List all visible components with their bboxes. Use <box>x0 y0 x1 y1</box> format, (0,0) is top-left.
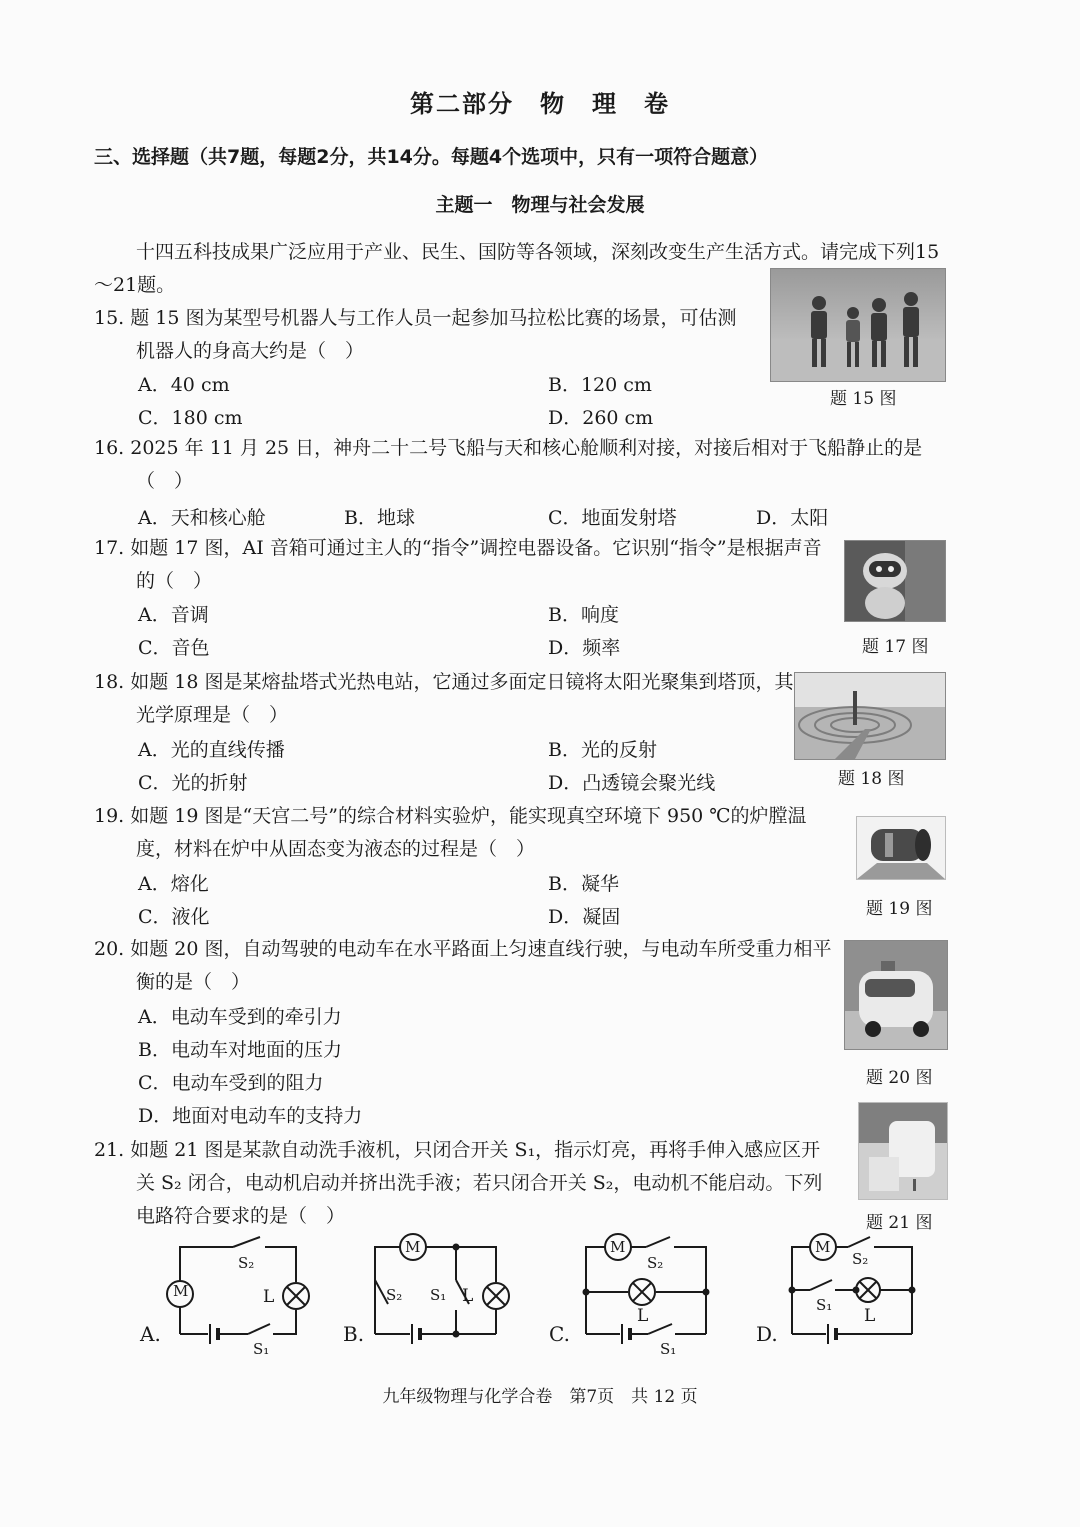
option-c: C．180 cm <box>138 407 243 429</box>
option-b: B．地球 <box>344 507 415 529</box>
question-stem: 15. 题 15 图为某型号机器人与工作人员一起参加马拉松比赛的场景，可估测机器人的身高大约是（ ） <box>94 307 737 362</box>
option-c: C．液化 <box>138 906 210 928</box>
option-d: D．太阳 <box>756 507 829 529</box>
question-21 <box>94 1134 839 1233</box>
question-stem: 17. 如题 17 图，AI 音箱可通过主人的“指令”调控电器设备。它识别“指令”是根据声音的（ ） <box>94 537 822 592</box>
option-d: D．260 cm <box>548 407 654 429</box>
question-stem: 21. 如题 21 图是某款自动洗手液机，只闭合开关 S₁，指示灯亮，再将手伸入感应区开关 S₂ 闭合，电动机启动并挤出洗手液；若只闭合开关 S₂，电动机不能启动。下列电路符合要求的是（ ） <box>94 1139 823 1227</box>
circuit-d-motor-label: M <box>815 1238 831 1256</box>
circuit-a-s2-label: S₂ <box>238 1254 255 1272</box>
circuit-d-s1-label: S₁ <box>816 1296 833 1314</box>
option-c: C．电动车受到的阻力 <box>138 1072 324 1094</box>
option-d: D．凝固 <box>548 906 621 928</box>
option-a: A．电动车受到的牵引力 <box>138 1006 342 1028</box>
option-c: C．地面发射塔 <box>548 507 677 529</box>
circuit-a-lamp-label: L <box>263 1287 275 1307</box>
option-b: B．光的反射 <box>548 739 657 761</box>
option-d: D．频率 <box>548 637 621 659</box>
circuit-b-motor-label: M <box>405 1238 421 1256</box>
option-b: B．凝华 <box>548 873 619 895</box>
page-title: 第二部分 物 理 卷 <box>410 90 670 118</box>
figure-17-photo <box>844 540 946 622</box>
intro-paragraph: 十四五科技成果广泛应用于产业、民生、国防等各领域，深刻改变生产生活方式。请完成下列15～21题。 <box>94 241 940 296</box>
circuit-c-s2-label: S₂ <box>647 1254 664 1272</box>
circuit-a-motor-label: M <box>173 1282 189 1300</box>
circuit-b-lamp-label: L <box>462 1286 474 1306</box>
circuit-c-label: C. <box>549 1322 570 1346</box>
option-b: B．120 cm <box>548 374 652 396</box>
circuit-d-lamp-label: L <box>864 1306 876 1326</box>
question-20 <box>94 933 839 999</box>
figure-15-photo <box>770 268 946 382</box>
figure-15-caption: 题 15 图 <box>830 389 897 409</box>
question-18 <box>94 666 794 732</box>
circuit-c-s1-label: S₁ <box>660 1340 677 1358</box>
option-c: C．音色 <box>138 637 210 659</box>
circuit-a-s1-label: S₁ <box>253 1340 270 1358</box>
figure-21-photo <box>858 1102 948 1200</box>
circuit-d-label: D. <box>756 1322 778 1346</box>
figure-18-caption: 题 18 图 <box>838 769 905 789</box>
option-a: A．熔化 <box>138 873 209 895</box>
figure-20-caption: 题 20 图 <box>866 1068 933 1088</box>
circuit-a-label: A. <box>140 1322 161 1346</box>
question-stem: 18. 如题 18 图是某熔盐塔式光热电站，它通过多面定日镜将太阳光聚集到塔顶，其光学原理是（ ） <box>94 671 794 726</box>
circuit-c-lamp-label: L <box>637 1306 649 1326</box>
circuit-c-motor-label: M <box>610 1238 626 1256</box>
figure-19-photo <box>856 816 946 880</box>
figure-20-photo <box>844 940 948 1050</box>
figure-18-photo <box>794 672 946 760</box>
option-d: D．地面对电动车的支持力 <box>138 1105 363 1127</box>
option-b: B．电动车对地面的压力 <box>138 1039 342 1061</box>
option-d: D．凸透镜会聚光线 <box>548 772 716 794</box>
circuit-b-s2-label: S₂ <box>386 1286 403 1304</box>
option-a: A．光的直线传播 <box>138 739 285 761</box>
topic-heading: 主题一 物理与社会发展 <box>435 194 645 216</box>
figure-21-caption: 题 21 图 <box>866 1213 933 1233</box>
question-16 <box>94 432 954 498</box>
figure-17-caption: 题 17 图 <box>862 637 929 657</box>
question-stem: 20. 如题 20 图，自动驾驶的电动车在水平路面上匀速直线行驶，与电动车所受重力相平衡的是（ ） <box>94 938 832 993</box>
question-stem: 16. 2025 年 11 月 25 日，神舟二十二号飞船与天和核心舱顺利对接，对接后相对于飞船静止的是（ ） <box>94 437 923 492</box>
section-heading: 三、选择题（共7题，每题2分，共14分。每题4个选项中，只有一项符合题意） <box>94 146 769 168</box>
question-19 <box>94 800 839 866</box>
question-stem: 19. 如题 19 图是“天宫二号”的综合材料实验炉，能实现真空环境下 950 ℃的炉膛温度，材料在炉中从固态变为液态的过程是（ ） <box>94 805 807 860</box>
figure-19-caption: 题 19 图 <box>866 899 933 919</box>
question-17 <box>94 532 834 598</box>
circuit-c <box>584 1234 709 1344</box>
page-footer: 九年级物理与化学合卷 第7页 共 12 页 <box>382 1387 698 1407</box>
circuit-b-label: B. <box>343 1322 365 1346</box>
option-c: C．光的折射 <box>138 772 248 794</box>
question-15 <box>94 302 754 368</box>
option-a: A．音调 <box>138 604 209 626</box>
option-a: A．天和核心舱 <box>138 507 266 529</box>
option-b: B．响度 <box>548 604 619 626</box>
circuit-b-s1-label: S₁ <box>430 1286 447 1304</box>
option-a: A．40 cm <box>138 374 230 396</box>
circuit-d-s2-label: S₂ <box>852 1250 869 1268</box>
